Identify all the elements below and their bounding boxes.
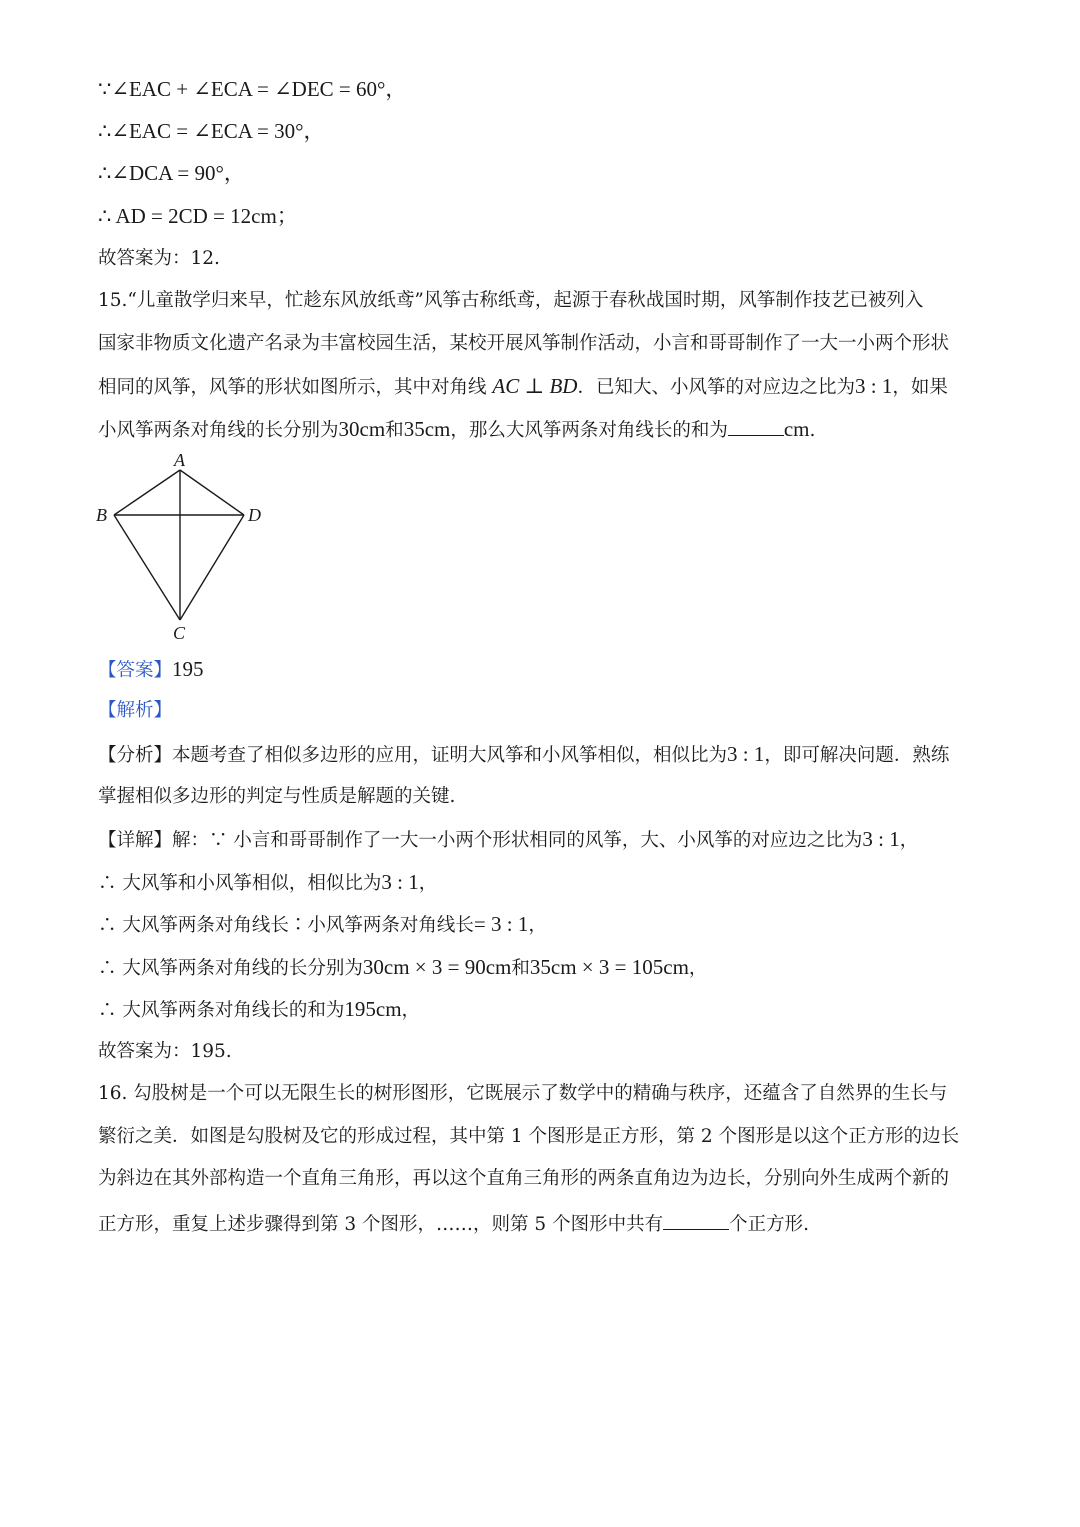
q16-answer-blank[interactable] bbox=[663, 1209, 729, 1230]
label-c: C bbox=[173, 623, 186, 643]
xiangjie-text: ∴ 大风筝和小风筝相似，相似比为 bbox=[98, 873, 382, 894]
q15-unit: cm bbox=[783, 417, 810, 441]
kite-edge-ab bbox=[114, 470, 180, 515]
kite-edge-bc bbox=[114, 515, 180, 620]
xiangjie-text: 和 bbox=[511, 958, 530, 979]
q16-line-3: 为斜边在其外部构造一个直角三角形，再以这个直角三角形的两条直角边为边长，分别向外生成两个新的 bbox=[98, 1168, 950, 1189]
xiangjie-line-5 bbox=[98, 996, 420, 1024]
kite-edge-dc bbox=[180, 515, 244, 620]
q15-answer-blank[interactable] bbox=[728, 415, 784, 436]
q16-line-4 bbox=[98, 1209, 809, 1238]
q15-line-1: 15.“儿童散学归来早，忙趁东风放纸鸢”风筝古称纸鸢，起源于春秋战国时期，风筝制作技艺已被列入 bbox=[98, 290, 924, 311]
xiangjie-calc-1: 30cm × 3 = 90cm bbox=[362, 955, 512, 979]
xiangjie-line-1 bbox=[98, 826, 918, 854]
q15-text: 相同的风筝，风筝的形状如图所示，其中对角线 bbox=[98, 377, 493, 398]
proof-answer-line: 故答案为：12. bbox=[98, 248, 220, 269]
xiangjie-text: ∴ 大风筝两条对角线的长分别为 bbox=[98, 958, 363, 979]
xiangjie-text: ∴ 大风筝两条对角线长∶小风筝两条对角线长 bbox=[98, 915, 474, 936]
analysis-label: 【解析】 bbox=[98, 700, 173, 721]
fenxi-ratio: 3 : 1 bbox=[727, 742, 765, 766]
fenxi-line-1 bbox=[98, 741, 949, 769]
q15-line-2: 国家非物质文化遗产名录为丰富校园生活，某校开展风筝制作活动，小言和哥哥制作了一大一小两个形状 bbox=[98, 333, 950, 354]
fenxi-text: 本题考查了相似多边形的应用，证明大风筝和小风筝相似，相似比为 bbox=[172, 745, 728, 766]
xiangjie-text: ， bbox=[688, 958, 708, 979]
xiangjie-text: ， bbox=[401, 1000, 421, 1021]
q16-line-1: 16. 勾股树是一个可以无限生长的树形图形，它既展示了数学中的精确与秩序，还蕴含了自然界的生长与 bbox=[98, 1083, 948, 1104]
label-a: A bbox=[174, 450, 185, 470]
q15-perpendicular: AC ⊥ BD bbox=[492, 374, 578, 398]
xiangjie-line-2 bbox=[98, 869, 437, 897]
fenxi-label: 【分析】 bbox=[98, 745, 173, 766]
xiangjie-text: ， bbox=[528, 915, 547, 936]
proof-line-4: ∴ AD = 2CD = 12cm； bbox=[98, 204, 298, 228]
xiangjie-line-4 bbox=[98, 954, 707, 982]
q15-line-3 bbox=[98, 373, 948, 401]
proof-line-2: ∴∠EAC = ∠ECA = 30°， bbox=[98, 119, 325, 143]
xiangjie-text: ， bbox=[418, 873, 438, 894]
proof-line-3: ∴∠DCA = 90°， bbox=[98, 161, 245, 185]
q15-diagonal-2: 35cm bbox=[403, 417, 451, 441]
xiangjie-ratio: 3 : 1 bbox=[381, 870, 419, 894]
xiangjie-label: 【详解】 bbox=[98, 830, 173, 851]
q16-text: 个正方形. bbox=[729, 1214, 809, 1235]
q15-text: ，那么大风筝两条对角线长的和为 bbox=[450, 420, 728, 441]
label-d: D bbox=[248, 505, 261, 525]
xiangjie-text: ∴ 大风筝两条对角线长的和为 bbox=[98, 1000, 345, 1021]
q15-text: ．已知大、小风筝的对应边之比为 bbox=[577, 377, 855, 398]
q16-line-2: 繁衍之美．如图是勾股树及它的形成过程，其中第 1 个图形是正方形，第 2 个图形是以这个正方形的边长 bbox=[98, 1126, 960, 1147]
xiangjie-calc-2: 35cm × 3 = 105cm bbox=[529, 955, 689, 979]
q16-text: 正方形，重复上述步骤得到第 3 个图形，……，则第 5 个图形中共有 bbox=[98, 1214, 664, 1235]
xiangjie-ratio: = 3 : 1 bbox=[473, 912, 529, 936]
label-b: B bbox=[96, 505, 107, 525]
q15-diagonal-1: 30cm bbox=[338, 417, 386, 441]
proof-line-1: ∵∠EAC + ∠ECA = ∠DEC = 60°， bbox=[98, 77, 407, 101]
fenxi-line-2: 掌握相似多边形的判定与性质是解题的关键. bbox=[98, 786, 456, 807]
q15-text: ，如果 bbox=[892, 377, 948, 398]
xiangjie-answer-line: 故答案为：195. bbox=[98, 1041, 232, 1062]
kite-edge-ad bbox=[180, 470, 244, 515]
answer-line bbox=[98, 656, 204, 684]
answer-value: 195 bbox=[172, 657, 204, 681]
xiangjie-ratio: 3 : 1 bbox=[862, 827, 900, 851]
q15-line-4 bbox=[98, 415, 815, 444]
q15-text: . bbox=[809, 420, 816, 441]
analysis-heading bbox=[98, 698, 172, 724]
q15-text: 和 bbox=[385, 420, 404, 441]
answer-label: 【答案】 bbox=[98, 660, 173, 681]
xiangjie-line-3 bbox=[98, 911, 547, 939]
fenxi-text: ，即可解决问题．熟练 bbox=[764, 745, 950, 766]
q15-text: 小风筝两条对角线的长分别为 bbox=[98, 420, 339, 441]
q15-ratio: 3 : 1 bbox=[854, 374, 893, 398]
xiangjie-sum: 195cm bbox=[344, 997, 402, 1021]
xiangjie-text: 解：∵ 小言和哥哥制作了一大一小两个形状相同的风筝，大、小风筝的对应边之比为 bbox=[172, 830, 863, 851]
xiangjie-text: ， bbox=[899, 830, 919, 851]
kite-figure bbox=[92, 448, 272, 648]
